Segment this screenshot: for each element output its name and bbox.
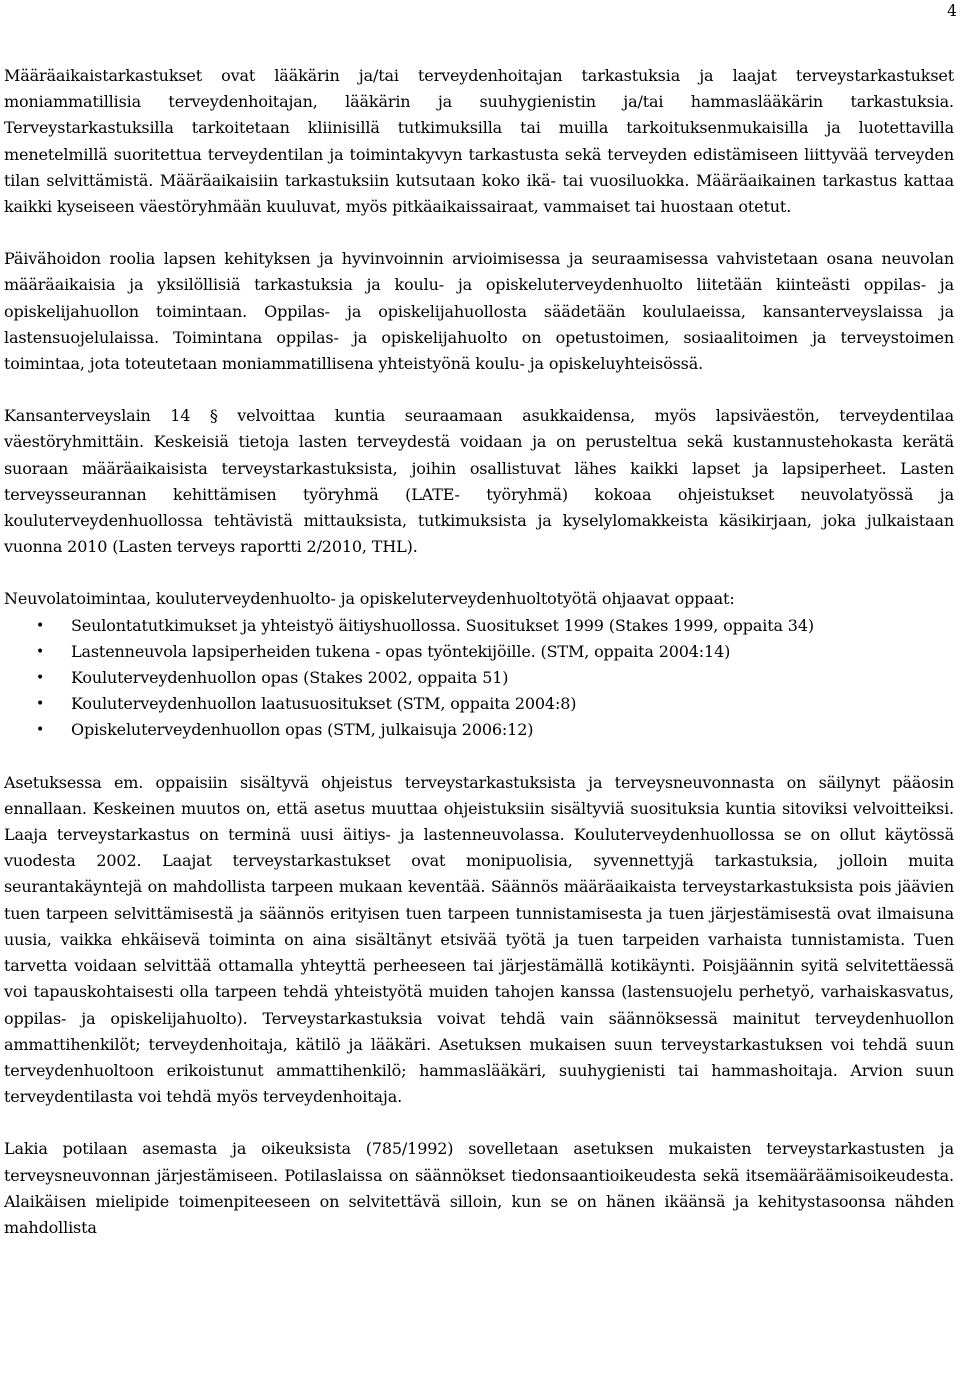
list-item-text: Kouluterveydenhuollon opas (Stakes 2002, oppaita 51) <box>71 668 509 688</box>
list-item <box>4 639 954 665</box>
list-item-text: Kouluterveydenhuollon laatusuositukset (STM, oppaita 2004:8) <box>71 694 577 714</box>
paragraph-daycare-role: Päivähoidon roolia lapsen kehityksen ja hyvinvoinnin arvioimisessa ja seuraamisessa vahvistetaan osana neuvolan määräaikaisia ja yksilöllisiä tarkastuksia ja koulu- ja opiskeluterveydenhuolto liitetään kiinteästi oppilas- ja opiskelijahuollon toimintaan. Oppilas- ja opiskelijahuollosta säädetään koululaeissa, kansanterveyslaissa ja lastensuojelulaissa. Toimintana oppilas- ja opiskelijahuolto on opetustoimen, sosiaalitoimen ja terveystoimen toimintaa, jota toteutetaan moniammatillisena yhteistyönä koulu- ja opiskeluyhteisössä. <box>4 249 954 374</box>
document-body <box>4 63 954 1267</box>
bullet-icon: • <box>36 696 45 713</box>
list-item-text: Seulontatutkimukset ja yhteistyö äitiyshuollossa. Suositukset 1999 (Stakes 1999, oppaita 34) <box>71 615 814 635</box>
list-item-text: Opiskeluterveydenhuollon opas (STM, julkaisuja 2006:12) <box>71 720 534 740</box>
list-item <box>4 613 954 639</box>
paragraph-periodic-checkups: Määräaikaistarkastukset ovat lääkärin ja/tai terveydenhoitajan tarkastuksia ja laajat terveystarkastukset moniammatillisia terveydenhoitajan, lääkärin ja suuhygienistin ja/tai hammaslääkärin tarkastuksia. Terveystarkastuksilla tarkoitetaan kliinisillä tutkimuksilla tai muilla tarkoituksenmukaisilla ja luotettavilla menetelmillä suoritettua terveydentilan ja toimintakyvyn tarkastusta sekä terveyden edistämiseen liittyvää terveyden tilan selvittämistä. Määräaikaisiin tarkastuksiin kutsutaan koko ikä- tai vuosiluokka. Määräaikainen tarkastus kattaa kaikki kyseiseen väestöryhmään kuuluvat, myös pitkäaikaissairaat, vammaiset tai huostaan otetut. <box>4 66 954 217</box>
bullet-icon: • <box>36 617 45 634</box>
bullet-icon: • <box>36 670 45 687</box>
page-number: 4 <box>947 2 957 20</box>
paragraph-guides-intro: Neuvolatoimintaa, kouluterveydenhuolto- ja opiskeluterveydenhuoltotyötä ohjaavat oppaat: <box>4 589 735 609</box>
guides-list <box>4 613 954 744</box>
list-item-text: Lastenneuvola lapsiperheiden tukena - opas työntekijöille. (STM, oppaita 2004:14) <box>71 641 731 661</box>
list-item <box>4 691 954 717</box>
list-item <box>4 665 954 691</box>
bullet-icon: • <box>36 643 45 660</box>
list-item <box>4 717 954 743</box>
bullet-icon: • <box>36 722 45 739</box>
paragraph-public-health-act: Kansanterveyslain 14 § velvoittaa kuntia seuraamaan asukkaidensa, myös lapsiväestön, terveydentilaa väestöryhmittäin. Keskeisiä tietoja lasten terveydestä voidaan ja on perusteltua sekä kustannustehokasta kerätä suoraan määräaikaisista terveystarkastuksista, joihin osallistuvat lähes kaikki lapset ja lapsiperheet. Lasten terveysseurannan kehittämisen työryhmä (LATE- työryhmä) kokoaa ohjeistukset neuvolatyössä ja kouluterveydenhuollossa tehtävistä mittauksista, tutkimuksista ja kyselylomakkeista käsikirjaan, joka julkaistaan vuonna 2010 (Lasten terveys raportti 2/2010, THL). <box>4 406 954 557</box>
paragraph-patient-rights: Lakia potilaan asemasta ja oikeuksista (785/1992) sovelletaan asetuksen mukaisten terveystarkastusten ja terveysneuvonnan järjestämiseen. Potilaslaissa on säännökset tiedonsaantioikeudesta sekä itsemääräämisoikeudesta. Alaikäisen mielipide toimenpiteeseen on selvitettävä silloin, kun se on hänen ikäänsä ja kehitystasoonsa nähden mahdollista <box>4 1139 954 1237</box>
paragraph-decree-changes: Asetuksessa em. oppaisiin sisältyvä ohjeistus terveystarkastuksista ja terveysneuvonnasta on säilynyt pääosin ennallaan. Keskeinen muutos on, että asetus muuttaa ohjeistuksiin sisältyviä suosituksia kuntia sitoviksi velvoitteiksi. Laaja terveystarkastus on terminä uusi äitiys- ja lastenneuvolassa. Kouluterveydenhuollossa se on ollut käytössä vuodesta 2002. Laajat terveystarkastukset ovat monipuolisia, syvennettyjä tarkastuksia, jolloin muita seurantakäyntejä on mahdollista tarpeen mukaan keventää. Säännös määräaikaista terveystarkastuksista pois jäävien tuen tarpeen selvittämisestä ja säännös erityisen tuen tarpeen tunnistamisesta ja tuen järjestämisestä ovat ilmaisuna uusia, vaikka ehkäisevä toiminta on aina sisältänyt etsivää työtä ja tuen tarpeiden varhaista tunnistamista. Tuen tarvetta voidaan selvittää ottamalla yhteyttä perheeseen tai järjestämällä kotikäynti. Poisjäännin syitä selvitettäessä voi tapauskohtaisesti olla tarpeen tehdä yhteistyötä muiden tahojen kanssa (lastensuojelu perhetyö, varhaiskasvatus, oppilas- ja opiskelijahuolto). Terveystarkastuksia voivat tehdä vain säännöksessä mainitut terveydenhuollon ammattihenkilöt; terveydenhoitaja, kätilö ja lääkäri. Asetuksen mukaisen suun terveystarkastuksen voi tehdä suun terveydenhuoltoon erikoistunut ammattihenkilö; hammaslääkäri, suuhygienisti tai hammashoitaja. Arvion suun terveydentilasta voi tehdä myös terveydenhoitaja. <box>4 772 954 1107</box>
